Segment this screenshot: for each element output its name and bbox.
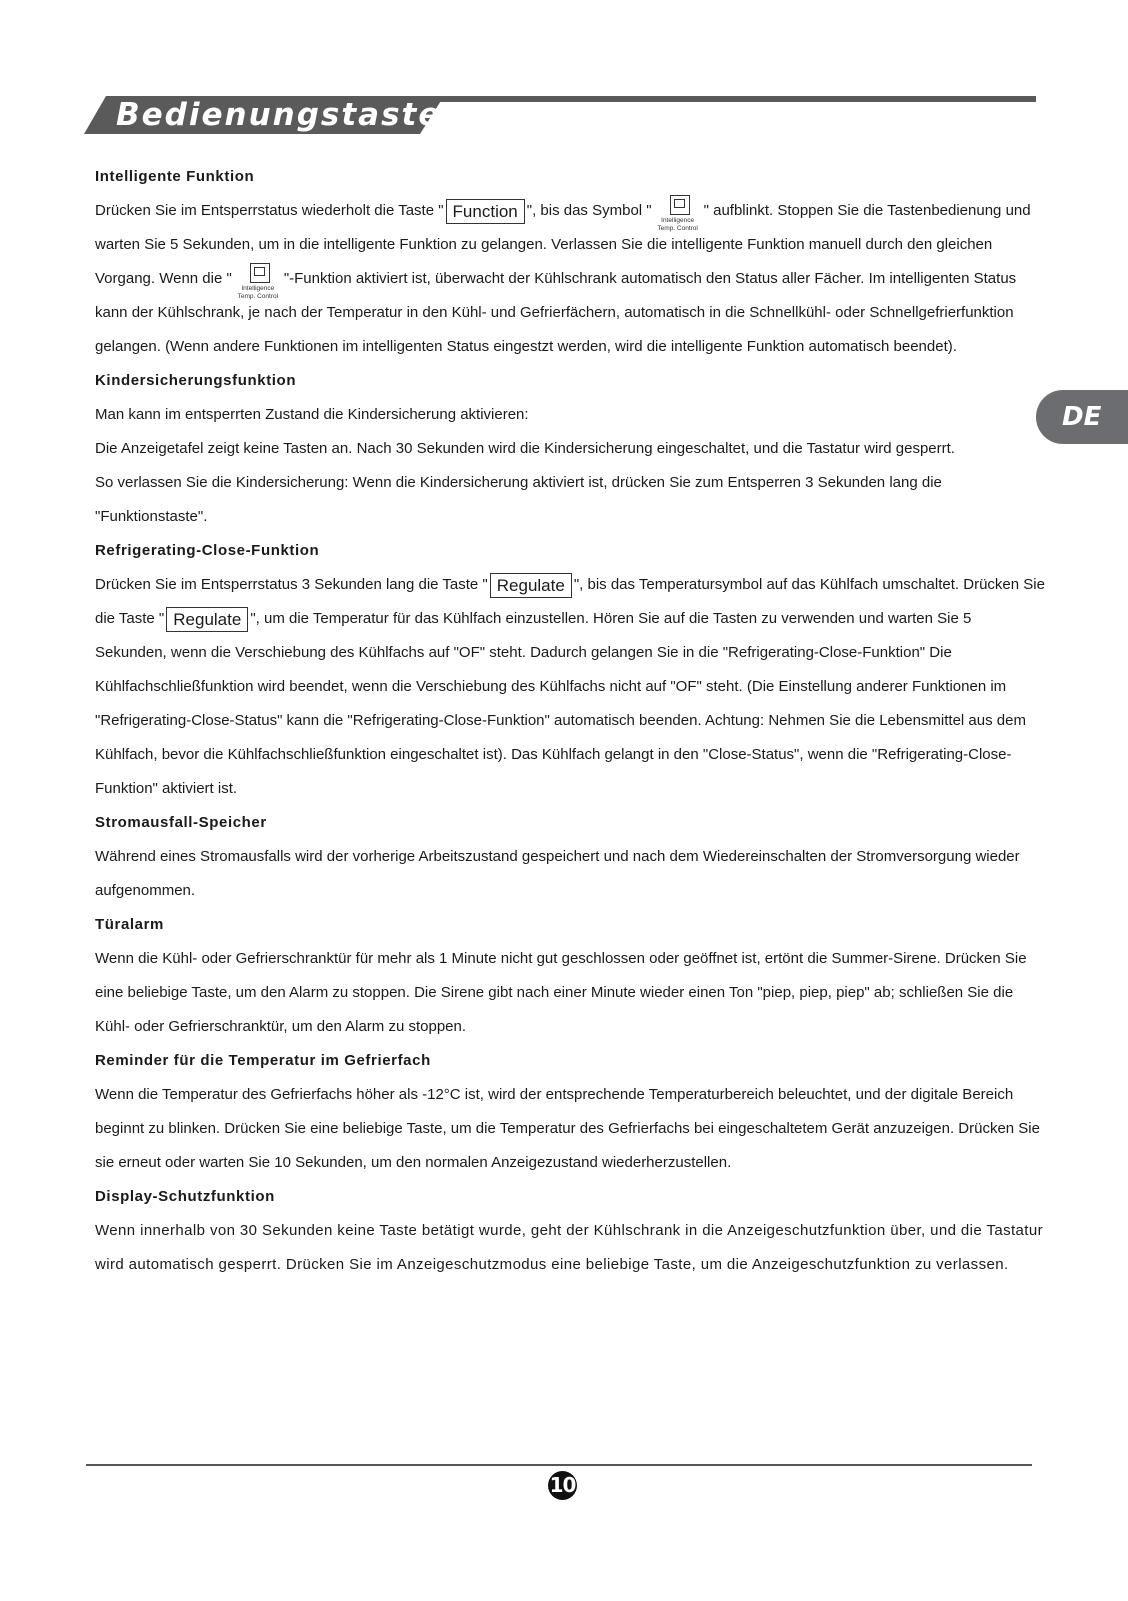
text-run: "-Funktion aktiviert ist, überwacht der Kühlschrank automatisch den Status aller Fächer. Im intelligenten Status kann der Kühlschrank, je nach der Temperatur in den Kühl- und Gefrierfächern, automatisch in die Schnellkühl- oder Schnellgefrierfunktion gelangen. (Wenn andere Funktionen im intelligenten Status eingestzt werden, wird die intelligente Funktion automatisch beendet). xyxy=(95,270,1017,355)
heading-child-lock: Kindersicherungsfunktion xyxy=(95,372,297,389)
paragraph-display-protection: Wenn innerhalb von 30 Sekunden keine Taste betätigt wurde, geht der Kühlschrank in die Anzeigeschutzfunktion über, und die Tastatur wird automatisch gesperrt. Drücken Sie im Anzeigeschutzmodus eine beliebige Taste, um die Anzeigeschutzfunktion zu verlassen. xyxy=(95,1222,1044,1273)
section-header xyxy=(84,96,1036,134)
monitor-icon xyxy=(250,263,270,283)
page-title: Bedienungstasten xyxy=(116,97,466,133)
page-number: 10 xyxy=(548,1471,577,1500)
text-run: ", bis das Temperatursymbol auf das Kühlfach umschaltet. Drücken Sie die Taste " xyxy=(95,576,1045,627)
icon-caption: Intelligence xyxy=(241,285,275,293)
function-key-label: Function xyxy=(446,199,525,224)
language-label: DE xyxy=(1062,402,1102,432)
paragraph-child-lock-3: So verlassen Sie die Kindersicherung: Wenn die Kindersicherung aktiviert ist, drücken Sie zum Entsperren 3 Sekunden lang die "Funktionstaste". xyxy=(95,474,942,525)
heading-door-alarm: Türalarm xyxy=(95,916,164,933)
paragraph-child-lock-2: Die Anzeigetafel zeigt keine Tasten an. Nach 30 Sekunden wird die Kindersicherung eingeschaltet, und die Tastatur wird gesperrt. xyxy=(95,440,955,457)
text-run: ", um die Temperatur für das Kühlfach einzustellen. Hören Sie auf die Tasten zu verwenden und warten Sie 5 Sekunden, wenn die Verschiebung des Kühlfachs auf "OF" steht. Dadurch gelangen Sie in die "Refrigerating-Close-Funktion" Die Kühlfachschließfunktion wird beendet, wenn die Verschiebung des Kühlfachs nicht auf "OF" steht. (Die Einstellung anderer Funktionen im "Refrigerating-Close-Status" kann die "Refrigerating-Close-Funktion" automatisch beenden. Achtung: Nehmen Sie die Lebensmittel aus dem Kühlfach, bevor die Kühlfachschließfunktion eingeschaltet ist). Das Kühlfach gelangt in den "Close-Status", wenn die "Refrigerating-Close-Funktion" aktiviert ist. xyxy=(95,610,1026,797)
text-run: Drücken Sie im Entsperrstatus wiederholt die Taste " xyxy=(95,202,444,219)
text-run: " aufblinkt. Stoppen Sie die Tastenbedienung und warten Sie 5 Sekunden, um in die intelligente Funktion zu gelangen. Verlassen Sie die intelligente Funktion manuell durch den gleichen Vorgang. Wenn die " xyxy=(95,202,1031,287)
text-run: ", bis das Symbol " xyxy=(526,202,652,219)
document-body xyxy=(95,160,1045,1282)
paragraph-door-alarm: Wenn die Kühl- oder Gefrierschranktür für mehr als 1 Minute nicht gut geschlossen oder geöffnet ist, ertönt die Summer-Sirene. Drücken Sie eine beliebige Taste, um den Alarm zu stoppen. Die Sirene gibt nach einer Minute wieder einen Ton "piep, piep, piep" ab; schließen Sie die Kühl- oder Gefrierschranktür, um den Alarm zu stoppen. xyxy=(95,950,1027,1035)
icon-caption: Intelligence xyxy=(661,217,695,225)
heading-refrigerating-close: Refrigerating-Close-Funktion xyxy=(95,542,320,559)
intelligence-temp-control-icon xyxy=(653,195,703,233)
paragraph-intelligent-function xyxy=(95,194,1045,364)
intelligence-temp-control-icon xyxy=(233,263,283,301)
paragraph-power-memory: Während eines Stromausfalls wird der vorherige Arbeitszustand gespeichert und nach dem Wiedereinschalten der Stromversorgung wieder aufgenommen. xyxy=(95,848,1020,899)
paragraph-freezer-reminder: Wenn die Temperatur des Gefrierfachs höher als -12°C ist, wird der entsprechende Temperaturbereich beleuchtet, und der digitale Bereich beginnt zu blinken. Drücken Sie eine beliebige Taste, um die Temperatur des Gefrierfachs bei eingeschaltetem Gerät anzuzeigen. Drücken Sie sie erneut oder warten Sie 10 Sekunden, um den normalen Anzeigezustand wiederherzustellen. xyxy=(95,1086,1040,1171)
footer-rule xyxy=(86,1464,1032,1466)
language-tab xyxy=(1036,390,1128,444)
header-rule xyxy=(384,96,1036,102)
heading-intelligent-function: Intelligente Funktion xyxy=(95,168,255,185)
icon-caption: Temp. Control xyxy=(657,225,698,233)
heading-freezer-reminder: Reminder für die Temperatur im Gefrierfach xyxy=(95,1052,431,1069)
text-run: Drücken Sie im Entsperrstatus 3 Sekunden lang die Taste " xyxy=(95,576,488,593)
paragraph-refrigerating-close xyxy=(95,568,1045,806)
icon-caption: Temp. Control xyxy=(237,293,279,301)
monitor-icon xyxy=(670,195,690,215)
heading-display-protection: Display-Schutzfunktion xyxy=(95,1188,275,1205)
paragraph-child-lock-1: Man kann im entsperrten Zustand die Kindersicherung aktivieren: xyxy=(95,406,529,423)
heading-power-memory: Stromausfall-Speicher xyxy=(95,814,267,831)
regulate-key-label: Regulate xyxy=(166,607,248,632)
regulate-key-label: Regulate xyxy=(490,573,572,598)
